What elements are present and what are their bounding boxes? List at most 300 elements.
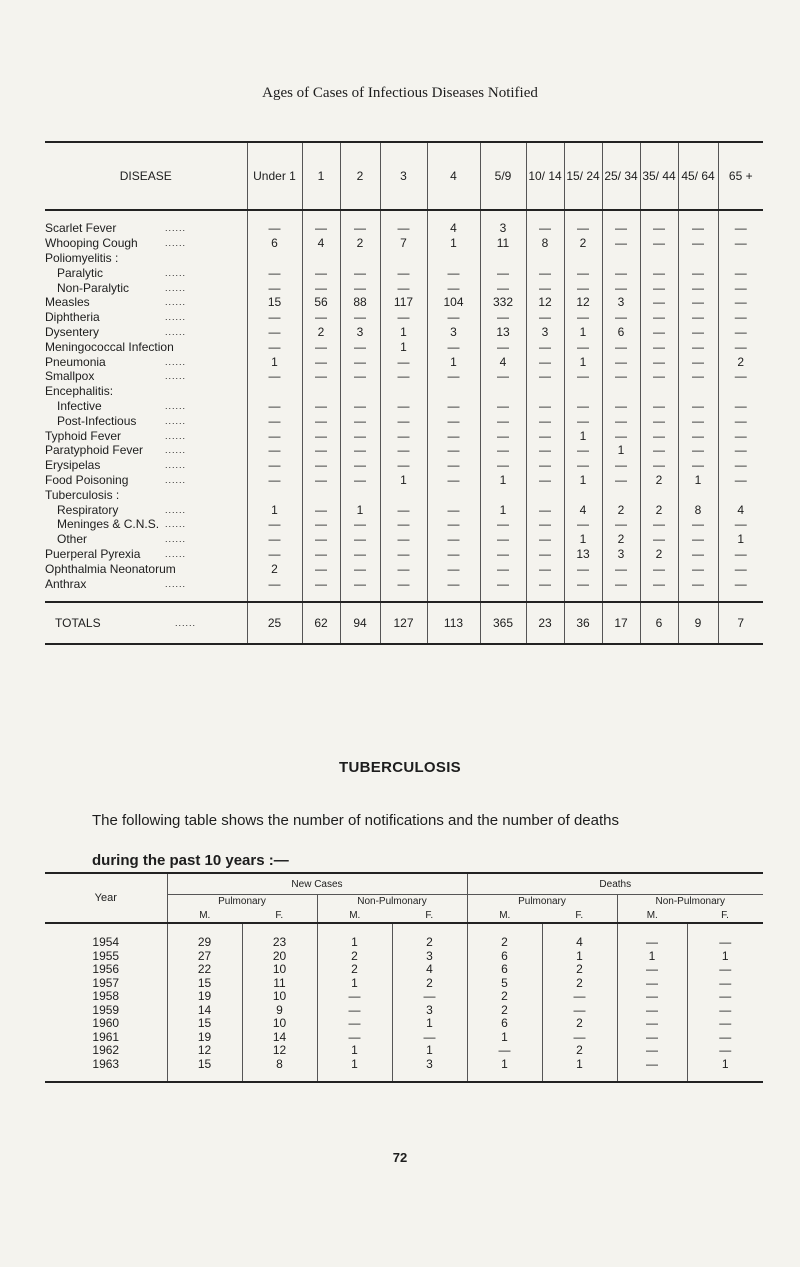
- table-cell: —: [340, 517, 380, 532]
- table-row: [45, 354, 763, 369]
- table-cell: 7: [380, 236, 427, 251]
- leader-dots: ......: [165, 548, 187, 559]
- section-heading: TUBERCULOSIS: [339, 759, 461, 776]
- table-cell: —: [564, 339, 602, 354]
- table-cell: —: [640, 399, 678, 414]
- table-cell: —: [340, 547, 380, 562]
- table-cell: —: [640, 310, 678, 325]
- disease-name: Dysentery ......: [45, 324, 187, 339]
- table-cell: 1: [467, 1058, 542, 1083]
- table-cell: —: [678, 458, 718, 473]
- table-cell: 117: [380, 295, 427, 310]
- table-cell: —: [564, 443, 602, 458]
- table-cell: —: [340, 369, 380, 384]
- table-cell: —: [542, 1004, 617, 1018]
- table-cell: [602, 384, 640, 399]
- table-row: [45, 280, 763, 295]
- table-row: [45, 977, 763, 991]
- leader-dots: ......: [165, 534, 187, 545]
- table-cell: —: [640, 443, 678, 458]
- table-cell: —: [526, 354, 564, 369]
- table-cell: —: [392, 990, 467, 1004]
- table-cell: —: [317, 1017, 392, 1031]
- table-cell: —: [640, 236, 678, 251]
- table-cell: 15: [247, 295, 302, 310]
- table-cell: 12: [564, 295, 602, 310]
- intro-text-continued: during the past 10 years :—: [92, 852, 289, 869]
- table-cell: —: [302, 399, 340, 414]
- table-cell: —: [380, 502, 427, 517]
- table-cell: —: [480, 443, 526, 458]
- table-cell: —: [564, 310, 602, 325]
- sex-header-f: F.: [275, 909, 284, 921]
- table-cell: 1: [542, 1058, 617, 1083]
- total-cell: 62: [302, 602, 340, 644]
- totals-row: [45, 602, 763, 644]
- table-cell: —: [687, 977, 763, 991]
- table-cell: [640, 251, 678, 266]
- table-cell: —: [317, 1004, 392, 1018]
- table-cell: —: [678, 221, 718, 236]
- table-cell: [480, 384, 526, 399]
- table-cell: [427, 487, 480, 502]
- table-cell: 1: [380, 325, 427, 340]
- table-cell: —: [526, 369, 564, 384]
- table-cell: 1: [427, 236, 480, 251]
- table-cell: 2: [602, 502, 640, 517]
- table-row: [45, 517, 763, 532]
- table-cell: —: [380, 354, 427, 369]
- table-cell: 1: [317, 977, 392, 991]
- table-cell: 10: [242, 990, 317, 1004]
- table-cell: [564, 384, 602, 399]
- table-cell: —: [427, 458, 480, 473]
- year-cell: 1960: [92, 1016, 120, 1031]
- table-cell: —: [427, 399, 480, 414]
- table-cell: —: [480, 458, 526, 473]
- table-cell: —: [602, 517, 640, 532]
- table-cell: —: [564, 458, 602, 473]
- table-cell: 1: [247, 354, 302, 369]
- age-column-header: 3: [380, 142, 427, 210]
- table-cell: 1: [564, 532, 602, 547]
- table-cell: —: [678, 280, 718, 295]
- table-cell: 6: [602, 325, 640, 340]
- table-cell: —: [340, 399, 380, 414]
- sex-header-m: M.: [317, 908, 392, 923]
- age-column-header: 65 +: [718, 142, 763, 210]
- table-cell: 9: [242, 1004, 317, 1018]
- table-cell: —: [317, 990, 392, 1004]
- table-cell: 3: [427, 325, 480, 340]
- table-cell: —: [526, 443, 564, 458]
- table-cell: 2: [467, 923, 542, 950]
- table-cell: 1: [617, 950, 687, 964]
- table-cell: —: [427, 502, 480, 517]
- table-cell: —: [380, 428, 427, 443]
- table-cell: 14: [242, 1031, 317, 1045]
- leader-dots: ......: [165, 474, 187, 485]
- disease-name: Poliomyelitis :: [45, 250, 119, 265]
- table-cell: 3: [602, 547, 640, 562]
- table-cell: —: [380, 310, 427, 325]
- table-cell: 12: [526, 295, 564, 310]
- table-cell: —: [340, 280, 380, 295]
- table-cell: —: [480, 561, 526, 576]
- table-cell: —: [302, 339, 340, 354]
- disease-name: Meninges & C.N.S. ......: [57, 517, 187, 532]
- table-cell: —: [602, 354, 640, 369]
- table-cell: —: [302, 310, 340, 325]
- table-cell: —: [526, 399, 564, 414]
- table-cell: 2: [640, 502, 678, 517]
- table-cell: —: [427, 517, 480, 532]
- disease-name: Paratyphoid Fever ......: [45, 443, 187, 458]
- table-cell: —: [526, 339, 564, 354]
- table-cell: —: [526, 547, 564, 562]
- table-cell: [718, 384, 763, 399]
- table-cell: —: [427, 532, 480, 547]
- age-column-header: 35/ 44: [640, 142, 678, 210]
- table-cell: —: [526, 310, 564, 325]
- table-cell: —: [718, 428, 763, 443]
- disease-name: Meningococcal Infection: [45, 339, 174, 354]
- table-cell: —: [340, 458, 380, 473]
- age-column-header: Under 1: [247, 142, 302, 210]
- table-cell: —: [718, 517, 763, 532]
- table-cell: 14: [167, 1004, 242, 1018]
- table-cell: 11: [480, 236, 526, 251]
- table-cell: —: [467, 1044, 542, 1058]
- ages-of-cases-table: [45, 141, 763, 645]
- table-cell: 3: [340, 325, 380, 340]
- table-row: [45, 1004, 763, 1018]
- table-cell: [340, 487, 380, 502]
- table-cell: 2: [602, 532, 640, 547]
- table-cell: —: [427, 413, 480, 428]
- deaths-header: Deaths: [467, 873, 763, 895]
- age-column-header: 15/ 24: [564, 142, 602, 210]
- table-cell: —: [247, 325, 302, 340]
- table-row: [45, 1044, 763, 1058]
- table-cell: —: [247, 310, 302, 325]
- table-cell: —: [380, 369, 427, 384]
- table-cell: —: [247, 458, 302, 473]
- table-cell: —: [526, 428, 564, 443]
- sex-header-m: M.: [617, 908, 687, 923]
- total-cell: 7: [718, 602, 763, 644]
- age-column-header: 10/ 14: [526, 142, 564, 210]
- table-cell: 15: [167, 977, 242, 991]
- table-cell: —: [602, 399, 640, 414]
- table-cell: —: [640, 458, 678, 473]
- table-cell: —: [526, 265, 564, 280]
- table-cell: —: [302, 532, 340, 547]
- year-cell: 1962: [92, 1043, 120, 1058]
- table-cell: —: [480, 547, 526, 562]
- table-cell: 13: [480, 325, 526, 340]
- disease-name: Non-Paralytic ......: [57, 280, 187, 295]
- table-cell: —: [718, 576, 763, 591]
- table-cell: —: [380, 265, 427, 280]
- table-cell: —: [678, 354, 718, 369]
- table-cell: 12: [167, 1044, 242, 1058]
- table-cell: —: [564, 561, 602, 576]
- table-cell: —: [640, 339, 678, 354]
- table-cell: —: [526, 473, 564, 488]
- table-cell: —: [302, 547, 340, 562]
- table-cell: [602, 251, 640, 266]
- disease-name: Typhoid Fever ......: [45, 428, 187, 443]
- table-row: [45, 339, 763, 354]
- table-cell: —: [380, 443, 427, 458]
- table-cell: 3: [392, 950, 467, 964]
- table-cell: 2: [542, 963, 617, 977]
- new-non-pulmonary-header: Non-Pulmonary: [317, 895, 467, 909]
- table-cell: —: [564, 369, 602, 384]
- leader-dots: ......: [165, 415, 187, 426]
- table-header-row: [45, 142, 763, 210]
- table-cell: 4: [480, 354, 526, 369]
- table-cell: 88: [340, 295, 380, 310]
- year-cell: 1958: [92, 989, 120, 1004]
- table-cell: —: [718, 310, 763, 325]
- table-cell: —: [247, 280, 302, 295]
- table-cell: [526, 384, 564, 399]
- table-cell: 1: [480, 502, 526, 517]
- table-cell: 2: [247, 561, 302, 576]
- table-cell: —: [602, 561, 640, 576]
- table-cell: 23: [242, 923, 317, 950]
- table-cell: 1: [380, 339, 427, 354]
- table-row: [45, 325, 763, 340]
- table-cell: 1: [467, 1031, 542, 1045]
- leader-dots: ......: [165, 430, 187, 441]
- table-cell: —: [718, 399, 763, 414]
- table-row: [45, 502, 763, 517]
- table-cell: [678, 384, 718, 399]
- table-cell: —: [617, 1031, 687, 1045]
- table-cell: —: [687, 963, 763, 977]
- table-cell: —: [427, 369, 480, 384]
- table-cell: 3: [480, 221, 526, 236]
- table-cell: 4: [542, 923, 617, 950]
- table-row: [45, 487, 763, 502]
- totals-label: TOTALS ......: [45, 602, 247, 644]
- table-cell: —: [617, 1004, 687, 1018]
- table-row: [45, 428, 763, 443]
- table-cell: —: [247, 576, 302, 591]
- disease-name: Diphtheria ......: [45, 310, 187, 325]
- table-cell: —: [542, 1031, 617, 1045]
- table-cell: 10: [242, 963, 317, 977]
- table-cell: —: [718, 443, 763, 458]
- disease-name: Puerperal Pyrexia ......: [45, 546, 187, 561]
- table-cell: 1: [718, 532, 763, 547]
- table-cell: —: [380, 413, 427, 428]
- table-cell: —: [602, 310, 640, 325]
- table-cell: —: [302, 576, 340, 591]
- table-cell: —: [480, 310, 526, 325]
- table-cell: —: [302, 443, 340, 458]
- table-cell: [302, 384, 340, 399]
- table-cell: 3: [392, 1004, 467, 1018]
- table-cell: —: [718, 265, 763, 280]
- table-cell: —: [678, 547, 718, 562]
- total-cell: 36: [564, 602, 602, 644]
- leader-dots: ......: [165, 519, 187, 530]
- table-cell: 8: [526, 236, 564, 251]
- table-cell: —: [302, 502, 340, 517]
- table-cell: —: [340, 339, 380, 354]
- table-cell: —: [602, 236, 640, 251]
- age-column-header: 45/ 64: [678, 142, 718, 210]
- table-cell: —: [526, 576, 564, 591]
- table-cell: —: [718, 295, 763, 310]
- table-cell: —: [640, 428, 678, 443]
- table-cell: 2: [392, 923, 467, 950]
- disease-name: Other ......: [57, 532, 187, 547]
- leader-dots: ......: [165, 356, 187, 367]
- table-cell: —: [340, 576, 380, 591]
- table-cell: 27: [167, 950, 242, 964]
- table-cell: 12: [242, 1044, 317, 1058]
- table-cell: —: [617, 990, 687, 1004]
- table-cell: 1: [564, 428, 602, 443]
- table-cell: 2: [640, 547, 678, 562]
- table-cell: [480, 251, 526, 266]
- table-cell: 15: [167, 1017, 242, 1031]
- table-cell: 2: [542, 977, 617, 991]
- age-column-header: 4: [427, 142, 480, 210]
- table-cell: —: [526, 502, 564, 517]
- table-cell: [302, 487, 340, 502]
- table-cell: —: [247, 443, 302, 458]
- table-cell: —: [380, 517, 427, 532]
- table-cell: —: [526, 561, 564, 576]
- table-cell: —: [302, 280, 340, 295]
- table-cell: —: [427, 265, 480, 280]
- table-cell: [564, 487, 602, 502]
- table-cell: —: [564, 280, 602, 295]
- age-column-header: 5/9: [480, 142, 526, 210]
- table-cell: 13: [564, 547, 602, 562]
- table-cell: —: [247, 517, 302, 532]
- table-cell: —: [427, 473, 480, 488]
- table-cell: [678, 487, 718, 502]
- table-cell: [678, 251, 718, 266]
- table-cell: —: [247, 532, 302, 547]
- table-cell: [427, 384, 480, 399]
- table-cell: 332: [480, 295, 526, 310]
- table-row: [45, 310, 763, 325]
- deaths-pulmonary-header: Pulmonary: [467, 895, 617, 909]
- table-cell: 2: [467, 990, 542, 1004]
- table-cell: —: [392, 1031, 467, 1045]
- table-cell: 6: [247, 236, 302, 251]
- table-cell: 4: [564, 502, 602, 517]
- new-cases-header: New Cases: [167, 873, 467, 895]
- table-cell: —: [678, 561, 718, 576]
- total-cell: 25: [247, 602, 302, 644]
- table-cell: 19: [167, 1031, 242, 1045]
- table-cell: 104: [427, 295, 480, 310]
- leader-dots: ......: [175, 617, 197, 628]
- table-row: [45, 561, 763, 576]
- table-cell: [302, 251, 340, 266]
- table-cell: —: [247, 369, 302, 384]
- table-cell: 2: [302, 325, 340, 340]
- disease-name: Ophthalmia Neonatorum: [45, 561, 176, 576]
- deaths-non-pulmonary-header: Non-Pulmonary: [617, 895, 763, 909]
- table-cell: 6: [467, 950, 542, 964]
- table-cell: —: [340, 221, 380, 236]
- disease-name: Tuberculosis :: [45, 487, 120, 502]
- table-cell: 19: [167, 990, 242, 1004]
- table-cell: —: [380, 280, 427, 295]
- table-cell: —: [340, 532, 380, 547]
- table-row: [45, 576, 763, 591]
- table-cell: —: [602, 339, 640, 354]
- age-column-header: 1: [302, 142, 340, 210]
- table-cell: —: [247, 473, 302, 488]
- total-cell: 17: [602, 602, 640, 644]
- table-cell: 4: [392, 963, 467, 977]
- table-cell: —: [542, 990, 617, 1004]
- table-cell: —: [640, 517, 678, 532]
- leader-dots: ......: [165, 460, 187, 471]
- table-cell: —: [678, 369, 718, 384]
- table-cell: 1: [687, 950, 763, 964]
- table-cell: —: [678, 517, 718, 532]
- table-cell: 2: [564, 236, 602, 251]
- table-cell: —: [564, 413, 602, 428]
- table-cell: —: [526, 413, 564, 428]
- table-cell: —: [718, 221, 763, 236]
- table-cell: —: [687, 1017, 763, 1031]
- table-cell: 2: [718, 354, 763, 369]
- leader-dots: ......: [165, 445, 187, 456]
- disease-name: Whooping Cough ......: [45, 236, 187, 251]
- total-cell: 113: [427, 602, 480, 644]
- table-cell: 3: [392, 1058, 467, 1083]
- table-row: [45, 547, 763, 562]
- total-cell: 94: [340, 602, 380, 644]
- leader-dots: ......: [165, 223, 187, 234]
- table-cell: [340, 384, 380, 399]
- table-cell: —: [640, 532, 678, 547]
- table-cell: —: [480, 532, 526, 547]
- table-cell: 2: [340, 236, 380, 251]
- tuberculosis-table-body: [45, 923, 763, 1082]
- table-cell: —: [602, 413, 640, 428]
- table-cell: —: [678, 325, 718, 340]
- table-cell: 2: [317, 963, 392, 977]
- table-cell: —: [640, 369, 678, 384]
- year-cell: 1963: [45, 1058, 167, 1083]
- leader-dots: ......: [165, 282, 187, 293]
- table-cell: —: [247, 428, 302, 443]
- table-cell: —: [380, 576, 427, 591]
- table-row: [45, 1017, 763, 1031]
- table-cell: —: [718, 473, 763, 488]
- table-cell: 2: [640, 473, 678, 488]
- table-cell: —: [640, 413, 678, 428]
- table-cell: —: [617, 1044, 687, 1058]
- table-cell: —: [564, 221, 602, 236]
- table-row: [45, 950, 763, 964]
- table-cell: —: [678, 399, 718, 414]
